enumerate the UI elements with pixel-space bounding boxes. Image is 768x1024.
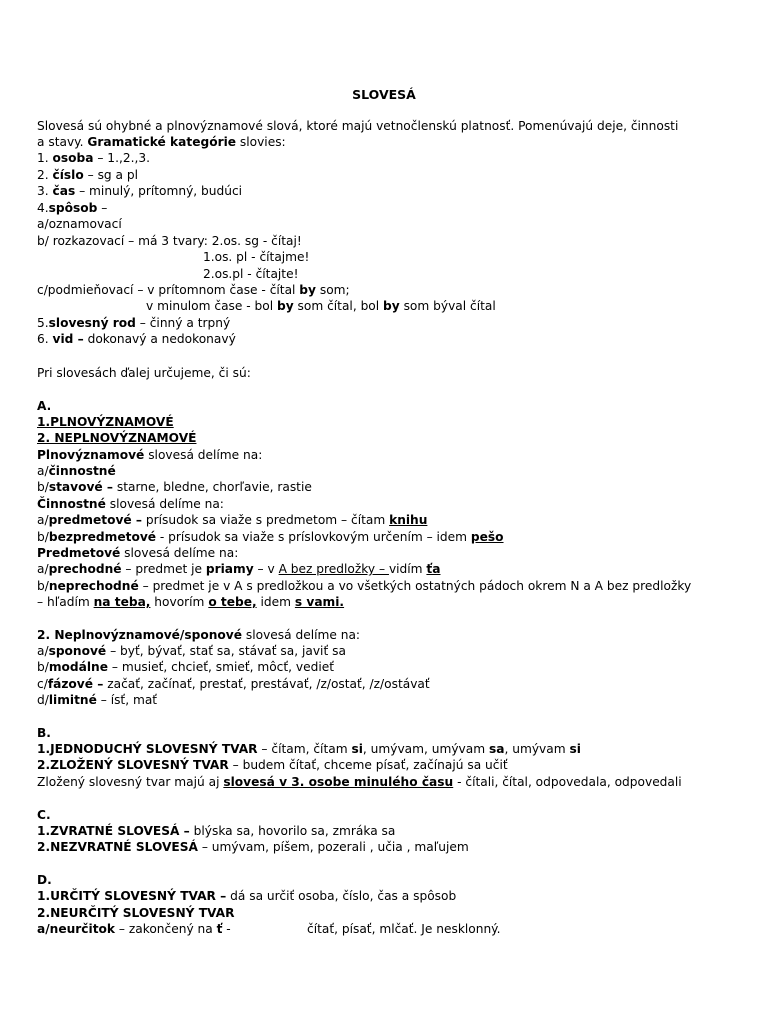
cinnostne-delime: Činnostné slovesá delíme na: — [37, 497, 224, 511]
neplno-sponove: a/sponové – byť, bývať, stať sa, stávať sa, javiť sa — [37, 644, 346, 658]
section-a-heading: A. — [37, 399, 52, 413]
page-title: SLOVESÁ — [352, 87, 416, 102]
section-a-plnovyznamove: 1.PLNOVÝZNAMOVÉ — [37, 415, 174, 429]
section-b-heading: B. — [37, 726, 51, 740]
rozkazovaci-form-3: 2.os.pl - čítajte! — [203, 267, 299, 281]
intro-text: slovies: — [236, 135, 286, 149]
section-c-nezvratne: 2.NEZVRATNÉ SLOVESÁ – umývam, píšem, pozerali , učia , maľujem — [37, 840, 469, 854]
neplno-modalne: b/modálne – musieť, chcieť, smieť, môcť, vedieť — [37, 660, 335, 674]
predmetove-neprechodne: b/neprechodné – predmet je v A s predložkou a vo všetkých ostatných pádoch okrem N a A bez predložky — [37, 579, 692, 593]
plno-delime: Plnovýznamové slovesá delíme na: — [37, 448, 263, 462]
category-rod: 5.slovesný rod – činný a trpný — [37, 316, 231, 330]
neplno-delime: 2. Neplnovýznamové/sponové slovesá delíme na: — [37, 628, 361, 642]
section-b-jednoduchy: 1.JEDNODUCHÝ SLOVESNÝ TVAR – čítam, čítam si, umývam, umývam sa, umývam si — [37, 742, 581, 756]
intro-line-1 — [37, 118, 678, 134]
section-b-zlozeny: 2.ZLOŽENÝ SLOVESNÝ TVAR – budem čítať, chceme písať, začínajú sa učiť — [37, 758, 508, 772]
cinnostne-predmetove: a/predmetové – prísudok sa viaže s predmetom – čítam knihu — [37, 513, 428, 527]
category-cislo: 2. číslo – sg a pl — [37, 168, 139, 182]
predmetove-prechodne: a/prechodné – predmet je priamy – v A bez predložky – vidím ťa — [37, 562, 441, 576]
category-osoba: 1. osoba – 1.,2.,3. — [37, 151, 150, 165]
cinnostne-bezpredmetove: b/bezpredmetové - prísudok sa viaže s príslovkovým určením – idem pešo — [37, 530, 504, 544]
section-d-neurcity: 2.NEURČITÝ SLOVESNÝ TVAR — [37, 906, 235, 920]
section-d-neurcitok: a/neurčitok – zakončený na ť - — [37, 922, 231, 936]
rozkazovaci-form-2: 1.os. pl - čítajme! — [203, 250, 310, 264]
neurcitok-examples: čítať, písať, mlčať. Je nesklonný. — [307, 922, 501, 936]
section-d-urcity: 1.URČITÝ SLOVESNÝ TVAR – dá sa určiť osoba, číslo, čas a spôsob — [37, 889, 457, 903]
pri-slovesach: Pri slovesách ďalej určujeme, či sú: — [37, 366, 251, 380]
sposob-rozkazovaci: b/ rozkazovací – má 3 tvary: 2.os. sg - čítaj! — [37, 234, 302, 248]
section-d-heading: D. — [37, 873, 52, 887]
intro-bold: Gramatické kategórie — [87, 135, 237, 149]
neplno-limitne: d/limitné – ísť, mať — [37, 693, 158, 707]
sposob-podmienovaci: c/podmieňovací – v prítomnom čase - čítal by som; — [37, 283, 350, 297]
section-c-zvratne: 1.ZVRATNÉ SLOVESÁ – blýska sa, hovorilo sa, zmráka sa — [37, 824, 396, 838]
plno-stavove: b/stavové – starne, bledne, chorľavie, rastie — [37, 480, 312, 494]
section-c-heading: C. — [37, 808, 51, 822]
plno-cinnostne: a/činnostné — [37, 464, 116, 478]
podmienovaci-minuly: v minulom čase - bol by som čítal, bol by som býval čítal — [146, 299, 496, 313]
intro-text: a stavy. — [37, 135, 88, 149]
neprechodne-examples: – hľadím na teba, hovorím o tebe, idem s vami. — [37, 595, 345, 609]
intro-text: Slovesá sú ohybné a plnovýznamové slová, ktoré majú vetnočlenskú platnosť. Pomenúvajú deje, činnosti — [37, 119, 679, 133]
category-sposob: 4.spôsob – — [37, 201, 108, 215]
section-a-neplnovyznamove: 2. NEPLNOVÝZNAMOVÉ — [37, 431, 197, 445]
predmetove-delime: Predmetové slovesá delíme na: — [37, 546, 239, 560]
section-b-zlozeny-note: Zložený slovesný tvar majú aj slovesá v 3. osobe minulého času - čítali, čítal, odpovedala, odpovedali — [37, 775, 682, 789]
category-vid: 6. vid – dokonavý a nedokonavý — [37, 332, 236, 346]
category-cas: 3. čas – minulý, prítomný, budúci — [37, 184, 243, 198]
sposob-oznamovaci: a/oznamovací — [37, 217, 122, 231]
intro-line-2 — [37, 134, 286, 150]
neplno-fazove: c/fázové – začať, začínať, prestať, prestávať, /z/ostať, /z/ostávať — [37, 677, 430, 691]
